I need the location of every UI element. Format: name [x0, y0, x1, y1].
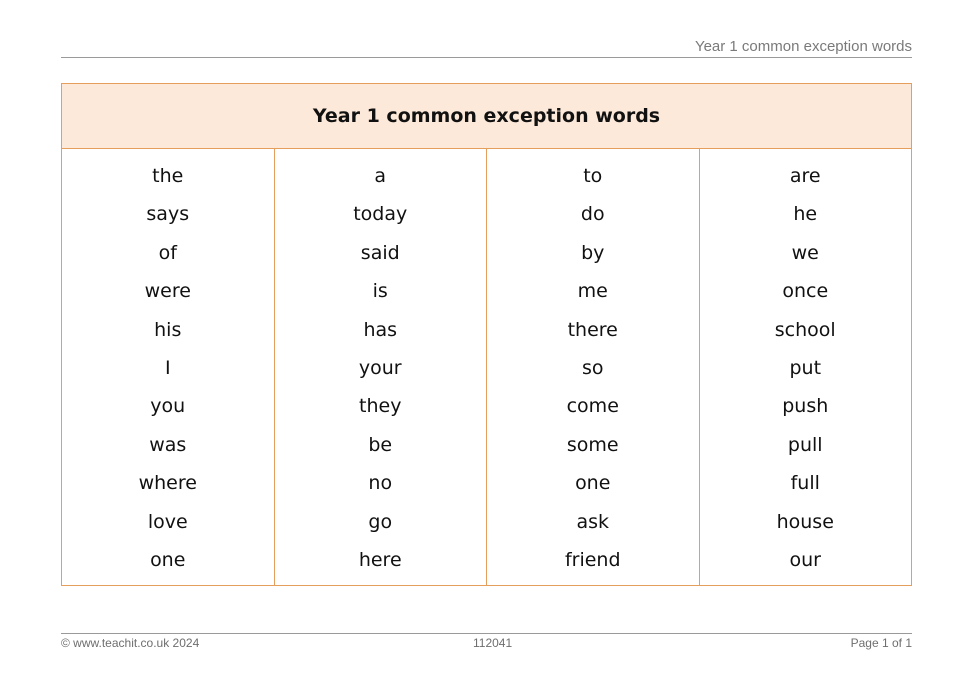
- word-cell: he: [793, 203, 818, 226]
- word-cell: of: [158, 241, 177, 264]
- word-cell: me: [577, 280, 608, 303]
- word-cell: go: [368, 510, 393, 533]
- word-cell: so: [581, 356, 604, 379]
- word-cell: were: [144, 280, 191, 303]
- word-cell: has: [363, 318, 398, 341]
- footer-resource-code: 112041: [473, 636, 513, 650]
- header-divider: [61, 57, 912, 58]
- word-cell: friend: [564, 548, 621, 571]
- word-cell: the: [152, 165, 184, 187]
- word-columns: [62, 149, 911, 585]
- word-cell: you: [150, 395, 186, 418]
- word-cell: there: [567, 318, 618, 341]
- word-column-3: [487, 149, 700, 585]
- word-cell: they: [359, 395, 402, 418]
- word-cell: here: [358, 548, 402, 571]
- footer-copyright: © www.teachit.co.uk 2024: [61, 636, 200, 650]
- word-cell: are: [789, 165, 821, 187]
- word-cell: a: [374, 165, 387, 187]
- word-cell: one: [150, 548, 186, 571]
- word-cell: some: [566, 433, 619, 456]
- word-cell: to: [583, 165, 603, 187]
- word-column-2: [275, 149, 488, 585]
- word-cell: be: [368, 433, 393, 456]
- word-cell: love: [147, 510, 188, 533]
- word-cell: pull: [787, 433, 823, 456]
- word-cell: ask: [576, 510, 610, 533]
- word-cell: said: [360, 241, 400, 264]
- footer-divider: [61, 633, 912, 634]
- word-cell: was: [149, 433, 187, 456]
- word-column-4: [700, 149, 912, 585]
- word-cell: school: [774, 318, 836, 341]
- word-cell: I: [164, 356, 171, 379]
- word-cell: is: [372, 280, 388, 303]
- word-cell: once: [782, 280, 829, 303]
- word-cell: come: [566, 395, 619, 418]
- word-cell: do: [580, 203, 605, 226]
- word-cell: house: [776, 510, 834, 533]
- word-cell: push: [782, 395, 829, 418]
- word-cell: we: [791, 241, 819, 264]
- word-cell: one: [575, 472, 611, 495]
- word-column-1: [62, 149, 275, 585]
- word-cell: put: [789, 356, 822, 379]
- document-header-title: Year 1 common exception words: [694, 38, 912, 55]
- word-cell: no: [368, 472, 393, 495]
- footer-page-number: Page 1 of 1: [850, 636, 912, 650]
- word-table: [61, 83, 912, 586]
- word-cell: says: [146, 203, 190, 226]
- word-cell: by: [581, 241, 605, 264]
- word-cell: full: [790, 472, 820, 495]
- table-title: Year 1 common exception words: [62, 84, 911, 149]
- word-cell: our: [789, 548, 821, 571]
- word-cell: where: [138, 472, 197, 495]
- word-cell: today: [353, 203, 408, 226]
- word-cell: his: [154, 318, 182, 341]
- word-cell: your: [358, 356, 402, 379]
